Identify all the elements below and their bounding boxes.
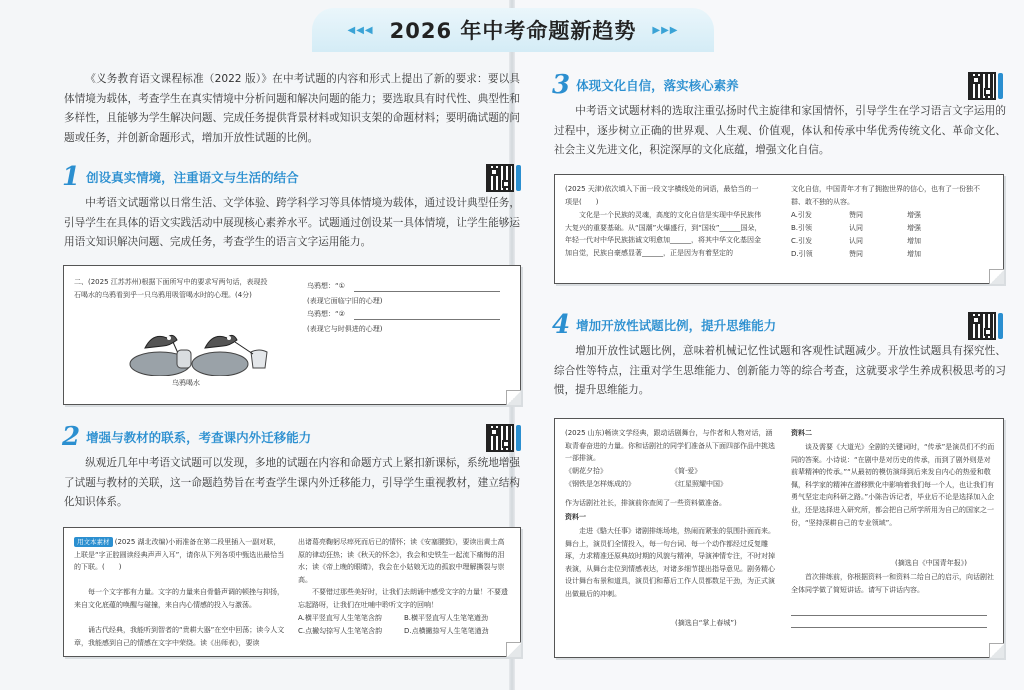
answer-hint: (表现它与时俱进的心理) xyxy=(307,325,383,333)
option-label[interactable]: B.引领 xyxy=(791,224,813,232)
right-arrows-icon: ▶▶▶ xyxy=(652,24,679,36)
section-4-heading xyxy=(552,312,776,338)
section-3-heading xyxy=(552,72,739,98)
section-4-text: 增加开放性试题比例，意味着机械记忆性试题和客观性试题减少。开放性试题具有探究性、综合性等特点，注重对学生思维能力、创新能力等的综合考查，这就要求学生养成积极思考的习惯，提升思维能力。 xyxy=(554,345,1006,396)
option-word: 认同 xyxy=(849,224,863,232)
work-title: 《钢铁是怎样炼成的》 xyxy=(565,479,635,488)
section-1-text: 中考语文试题常以日常生活、文学体验、跨学科学习等具体情境为载体，通过设计典型任务，引导学生在具体的语文实践活动中展现核心素养水平。试题通过创设某一具体情境，让学生能够运用语文知识解决问题、完成任务，考查学生的语言文字运用能力。 xyxy=(64,197,520,248)
work-title: 《红星照耀中国》 xyxy=(671,479,727,488)
material-1-text: 走进《駱大任事》诸剧排练场地，热闹而紧张的氛围扑面而来。舞台上，演员们全情投入，每一句台词、每一个动作都经过反复雕琢，力求精准还原典故时期的风貌与精神，导演神情专注，不时对掉表演，从舞台走位到情感表达，对诸多细节提出指导意见。剧务精心设计舞台布景和道具，演员们和幕后工作人员都数足干劲，为正式演出做最后的冲刺。 xyxy=(565,527,775,598)
passage-b: 诵古代经典，我能听到智者的“贵耕大器”在空中回荡；读今人文章，我能感到自己的情感在文字中荣绕。读《出师表》，要读 xyxy=(74,626,285,647)
question-text: (2025 湖北改编)小雨准备在第二段里插入一副对联，上联是“字正腔圆读经典声声入耳”，请你从下列各项中甄选出最恰当的下联。( ) xyxy=(74,538,285,572)
passage-a: 每一个文字都有力量。文字的力量来自骨骼声调的顿挫与抑扬，来自文化底蕴的唤醒与碰撞，来自内心情感的投入与激荡。 xyxy=(74,588,284,609)
option-a[interactable]: A.横平竖直写人生笔笔含韵 xyxy=(298,614,382,622)
option-word: 增加 xyxy=(907,250,921,258)
qr-code-icon[interactable] xyxy=(968,312,996,340)
material-2-text: 谈及需要《大道光》全剧的关键词时，“传承”是演员们不约而同的答案。小诗说：“在剧中是对历史的传承，而到了剧外则是对前辈精神的传承。”“从最初的模仿演绎到后来发自内心的热爱和敬佩，科学家的精神在潜移默化中影响着我们每一个人，也让我们有勇气坚定走向科研之路。”小陈告诉记者，毕业后不论是选择加入企业，还是选择进入研究所，都会把自己所学所用为自己的国家之一份，“坚持深耕自己的专业领域”。 xyxy=(791,443,995,527)
section-title: 创设真实情境，注重语文与生活的结合 xyxy=(86,170,299,185)
material-1-source: (摘选自“掌上春城”) xyxy=(675,619,737,627)
passage: 文化是一个民族的灵魂，高度的文化自信是实现中华民族伟大复兴的重要基础。从“国潮”火爆盛行，到“国妆”______国朵，年轻一代对中华民族拙诚文明愈加______，将其中华文化基因金加自觉，民族自豪感显著______，正是因为有着坚定的 xyxy=(565,211,762,257)
option-b[interactable]: B.横平竖直写人生笔笔遒劲 xyxy=(404,614,489,622)
material-2-title: 资料二 xyxy=(791,429,812,437)
section-number: 3 xyxy=(552,70,571,100)
section-title: 体现文化自信，落实核心素养 xyxy=(576,78,739,93)
answer-hint: (表现它面临宁旧的心理) xyxy=(307,297,383,305)
qr-code-icon[interactable] xyxy=(968,72,996,100)
option-word: 增强 xyxy=(907,224,921,232)
page-curl xyxy=(506,642,521,657)
option-word: 增强 xyxy=(907,211,921,219)
title-banner xyxy=(312,8,714,52)
task-text: 作为话剧社社长，排演前你查阅了一些资料做准备。 xyxy=(565,499,726,507)
page-curl xyxy=(989,643,1004,658)
qr-tab xyxy=(516,165,521,191)
question-tag: 用文本素材 xyxy=(74,537,113,547)
section-2-heading xyxy=(62,424,311,450)
page-curl xyxy=(506,390,521,405)
page-curl xyxy=(989,269,1004,284)
section-number: 4 xyxy=(552,310,571,340)
section-3-text: 中考语文试题材料的选取注重弘扬时代主旋律和家国情怀，引导学生在学习语言文字运用的过程中，逐步树立正确的世界观、人生观、价值观，体认和传承中华优秀传统文化、革命文化、社会主义先进文化，积淀深厚的文化底蕴，增强文化自信。 xyxy=(554,105,1006,156)
answer-label: 乌鸦想：“① xyxy=(307,282,345,290)
option-c[interactable]: C.点撇勾捺写人生笔笔含韵 xyxy=(298,626,383,635)
answer-line[interactable] xyxy=(354,291,500,292)
intro-paragraph: 《义务教育语文课程标准（2022 版）》在中考试题的内容和形式上提出了新的要求：要以具体情境为载体，考查学生在真实情境中分析问题和解决问题的能力；要选取具有时代性、典型性和多样性，且能够为学生解决问题、完成任务提供背景材料或知识支架的命题材料；要明确试题的问题或任务，并创新命题形式，增加开放性试题的比例。 xyxy=(64,73,520,144)
work-title: 《简·爱》 xyxy=(671,467,702,475)
left-arrows-icon: ◀◀◀ xyxy=(347,24,374,36)
question-text: 二、(2025 江苏苏州)根据下面所写中的要求写两句话，表现投石喝水的乌鸦看到乎一只乌鸦用吸管喝水时的心理。(4分) xyxy=(74,278,268,299)
material-1-title: 资料一 xyxy=(565,513,586,521)
option-label[interactable]: C.引发 xyxy=(791,237,813,245)
example-card-2 xyxy=(63,527,521,657)
option-d[interactable]: D.点横撇捺写人生笔笔遒劲 xyxy=(404,626,489,635)
question-text: (2025 山东)畅读文学经典，跟动话剧舞台，与作者和人物对话，涵取青春奋进的力量。你和话剧社的同学们准备从下面四部作品中挑选一部排演。 xyxy=(565,429,775,463)
option-word: 认同 xyxy=(849,237,863,245)
answer-options xyxy=(298,612,510,637)
qr-code-icon[interactable] xyxy=(486,164,514,192)
question-source xyxy=(74,536,286,574)
qr-tab xyxy=(998,73,1003,99)
material-2-task: 首次排练前，你根据资料一和资料二给自己的启示，向话剧社全体同学做了简短讲话。请写下讲话内容。 xyxy=(791,573,994,594)
option-label[interactable]: D.引领 xyxy=(791,250,813,258)
page-title: 2026 年中考命题新趋势 xyxy=(389,19,637,43)
answer-line[interactable] xyxy=(791,627,987,628)
qr-code-icon[interactable] xyxy=(486,424,514,452)
answer-line[interactable] xyxy=(354,319,500,320)
answer-label: 乌鸦想：“② xyxy=(307,310,345,318)
option-word: 赞同 xyxy=(849,250,863,258)
option-label[interactable]: A.引发 xyxy=(791,211,812,219)
answer-options xyxy=(791,209,965,261)
qr-tab xyxy=(516,425,521,451)
question-text: (2025 天津)依次填入下面一段文字横线处的词语，最恰当的一项是( ) xyxy=(565,185,759,206)
work-title: 《朝花夕拾》 xyxy=(565,467,607,475)
example-card-4 xyxy=(554,418,1004,658)
passage-d: 不要错过那些美好时，让我们去朗诵中感受文字的力量！不要遗忘起路呀，让我们在吐哺中聆听文字的回响！ xyxy=(298,588,508,609)
section-title: 增强与教材的联系，考查课内外迁移能力 xyxy=(86,430,312,445)
passage-continued: 文化自信，中国青年才有了拥抱世界的信心，也有了一份独不群、敢不独的从容。 xyxy=(791,185,980,206)
option-word: 赞同 xyxy=(849,211,863,219)
section-1-heading xyxy=(62,164,299,190)
answer-line-2 xyxy=(307,308,345,321)
qr-tab xyxy=(998,313,1003,339)
section-title: 增加开放性试题比例，提升思维能力 xyxy=(576,318,777,333)
option-word: 增加 xyxy=(907,237,921,245)
section-2-text: 纵观近几年中考语文试题可以发现，多地的试题在内容和命题方式上紧扣新课标，系统地增强了试题与教材的关联，这一命题趋势旨在考查学生课内外迁移能力，引导学生重视教材，建立结构化知识体系。 xyxy=(64,457,520,508)
answer-line[interactable] xyxy=(791,615,987,616)
example-card-3 xyxy=(554,174,1004,284)
crow-drinking-illustration xyxy=(125,312,285,376)
section-number: 1 xyxy=(62,162,81,192)
material-2-source: (摘选自《中国青年报》) xyxy=(895,559,967,567)
passage-c: 出诸葛亮鞠躬尽瘁死而后已的情怀；读《安塞腰鼓》，要读出黄土高原的律动狂热；读《秋天的怀念》，我会和史铁生一起流下痛悔的泪水；读《帝上晚的眼睛》，我会在小姑娘无边的孤寂中理解撕裂与崇高。 xyxy=(298,538,505,584)
works-list xyxy=(565,465,777,490)
illustration-caption: 乌鸦喝水 xyxy=(172,379,200,387)
section-number: 2 xyxy=(62,422,81,452)
